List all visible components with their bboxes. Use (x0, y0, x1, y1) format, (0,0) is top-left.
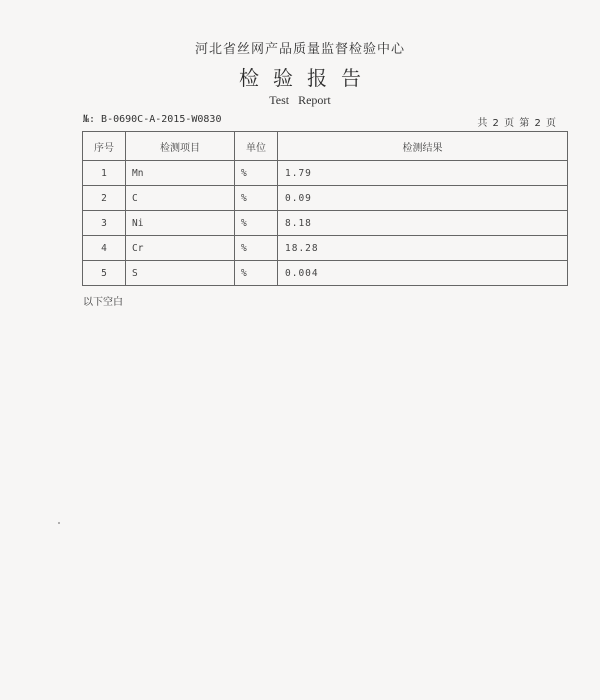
row-result: 0.09 (278, 186, 568, 211)
row-result: 18.28 (278, 236, 568, 261)
table-row (83, 236, 568, 261)
table-row (83, 161, 568, 186)
paper-speck (58, 522, 60, 524)
header-item: 检测项目 (126, 132, 235, 161)
header-result: 检测结果 (278, 132, 568, 161)
row-unit: % (235, 261, 278, 286)
page-indicator: 共 2 页 第 2 页 (477, 118, 557, 129)
row-unit: % (235, 161, 278, 186)
row-result: 1.79 (278, 161, 568, 186)
report-number: №: B-0690C-A-2015-W0830 (83, 114, 222, 125)
row-no: 3 (83, 211, 126, 236)
row-item: Mn (126, 161, 235, 186)
row-unit: % (235, 236, 278, 261)
table-row (83, 211, 568, 236)
row-result: 8.18 (278, 211, 568, 236)
row-item: Ni (126, 211, 235, 236)
table-row (83, 261, 568, 286)
report-title-en: Test Report (269, 93, 331, 107)
header-no: 序号 (83, 132, 126, 161)
row-result: 0.004 (278, 261, 568, 286)
report-title-cn: 检验报告 (239, 66, 375, 90)
row-item: Cr (126, 236, 235, 261)
row-no: 2 (83, 186, 126, 211)
row-unit: % (235, 186, 278, 211)
table-row (83, 186, 568, 211)
table-header-row (83, 132, 568, 161)
header-unit: 单位 (235, 132, 278, 161)
row-item: S (126, 261, 235, 286)
organization-name: 河北省丝网产品质量监督检验中心 (194, 42, 405, 57)
report-meta (83, 114, 557, 129)
results-table (82, 131, 568, 286)
row-item: C (126, 186, 235, 211)
row-no: 5 (83, 261, 126, 286)
row-no: 1 (83, 161, 126, 186)
row-unit: % (235, 211, 278, 236)
row-no: 4 (83, 236, 126, 261)
blank-below-note: 以下空白 (83, 297, 123, 308)
